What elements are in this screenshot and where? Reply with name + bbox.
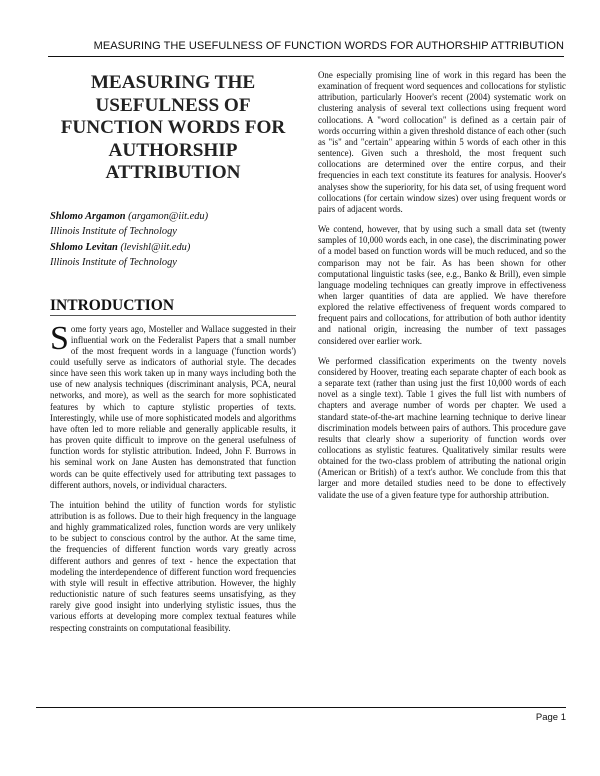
title-line: ATTRIBUTION <box>105 162 241 183</box>
author-email: (levishl@iit.edu) <box>120 241 191 253</box>
body-paragraph-2: We contend, however, that by using such a small data set (twenty samples of 10,000 words each, in one case), the discriminating power of a model based on function words will be much reduced, and so the comparison may not be fair. As has been shown for other computational linguistic tasks (see, e.g., Banko & Brill), even simple language modeling techniques can greatly improve in effectiveness when larger quantities of data are applied. We have therefore explored the relative effectiveness of frequent words compared to frequent pairs and collocations, for attribution of both author identity and national origin, increasing the number of text passages considered over earlier work. <box>318 224 566 346</box>
page-number: Page 1 <box>535 712 566 723</box>
body-paragraph-3: We performed classification experiments on the twenty novels considered by Hoover, treating each separate chapter of each book as a separate text (rather than using just the first 10,000 words of each novel as a single text). Table 1 gives the full list with numbers of chapters and average number of words per chapter. We used a standard state-of-the-art machine learning technique to derive linear discrimination models between pairs of authors. This procedure gave results that clearly show a superiority of function words over collocations as stylistic features. Qualitatively similar results were obtained for the two-class problem of attributing the national origin (American or British) of a text's author. We conclude from this that larger and more detailed studies need to be done to effectively validate the use of a given feature type for authorship attribution. <box>318 355 566 500</box>
title-line: AUTHORSHIP <box>108 139 238 161</box>
author-affiliation: Illinois Institute of Technology <box>50 226 177 237</box>
author-name: Shlomo Argamon <box>50 210 126 222</box>
left-column <box>50 72 296 634</box>
author-line <box>50 209 296 225</box>
title-line: MEASURING THE <box>90 72 256 93</box>
author-affiliation: Illinois Institute of Technology <box>50 257 177 268</box>
footer-rule <box>36 707 566 708</box>
intro-paragraph-1 <box>50 319 296 491</box>
header-rule <box>48 56 564 57</box>
author-email: (argamon@iit.edu) <box>128 210 209 222</box>
section-rule <box>50 315 296 316</box>
title-line: USEFULNESS OF <box>95 94 251 116</box>
author-block <box>50 209 296 271</box>
intro-paragraph-2: The intuition behind the utility of function words for stylistic attribution is as follows. Due to their high frequency in the language and highly grammaticalized roles, function words are very unlikely to be subject to conscious control by the author. At the same time, the frequencies of different function words vary greatly across different authors and genres of text - hence the expectation that modeling the interdependence of different function word frequencies with style will result in effective attribution. However, the highly reductionistic nature of such features seems unsatisfying, as they rarely give good insight into underlying stylistic issues, thus the various efforts at developing more complex textual features while respecting constraints on computational feasibility. <box>50 499 296 633</box>
running-header: MEASURING THE USEFULNESS OF FUNCTION WORDS FOR AUTHORSHIP ATTRIBUTION <box>93 40 564 52</box>
right-column <box>318 70 566 501</box>
body-paragraph-1: One especially promising line of work in this regard has been the examination of frequent word sequences and collocations for stylistic attribution, particularly Hoover's recent (2004) systematic work on clustering analysis of several text collections using frequent word collocations. A "word collocation" is defined as a certain pair of words occurring within a given threshold distance of each other (such as "is" and "certain" appearing within 5 words of each other in this sentence). Given such a threshold, the most frequent such collocations are determined over the entire corpus, and their frequencies in each text constitute its features for analysis. Hoover's analyses show the superiority, for his data set, of using frequent word collocations (for certain window sizes) over using frequent words or pairs of adjacent words. <box>318 70 566 214</box>
author-name: Shlomo Levitan <box>50 241 118 253</box>
drop-cap: S <box>50 319 69 357</box>
section-heading-introduction: INTRODUCTION <box>50 296 175 314</box>
title-line: FUNCTION WORDS FOR <box>60 117 286 138</box>
author-line <box>50 240 296 256</box>
intro-paragraph-1-text: ome forty years ago, Mosteller and Wallace suggested in their influential work on the Federalist Papers that a small number of the most frequent words in a language ('function words') could usefully serve as indicators of authorial style. The decades since have seen this work taken up in many ways including both the use of new analysis techniques (discriminant analysis, PCA, neural networks, and more), as well as the search for more sophisticated features by which to capture stylistic properties of texts. Interestingly, while use of more sophisticated models and algorithms have often led to more reliable and generally applicable results, it has proven quite difficult to improve on the general usefulness of function words for stylistic attribution. Indeed, John F. Burrows in his seminal work on Jane Austen has demonstrated that function words can be quite effectively used for attributing text passages to different authors, novels, or individual characters. <box>50 323 296 490</box>
paper-title <box>50 72 296 185</box>
